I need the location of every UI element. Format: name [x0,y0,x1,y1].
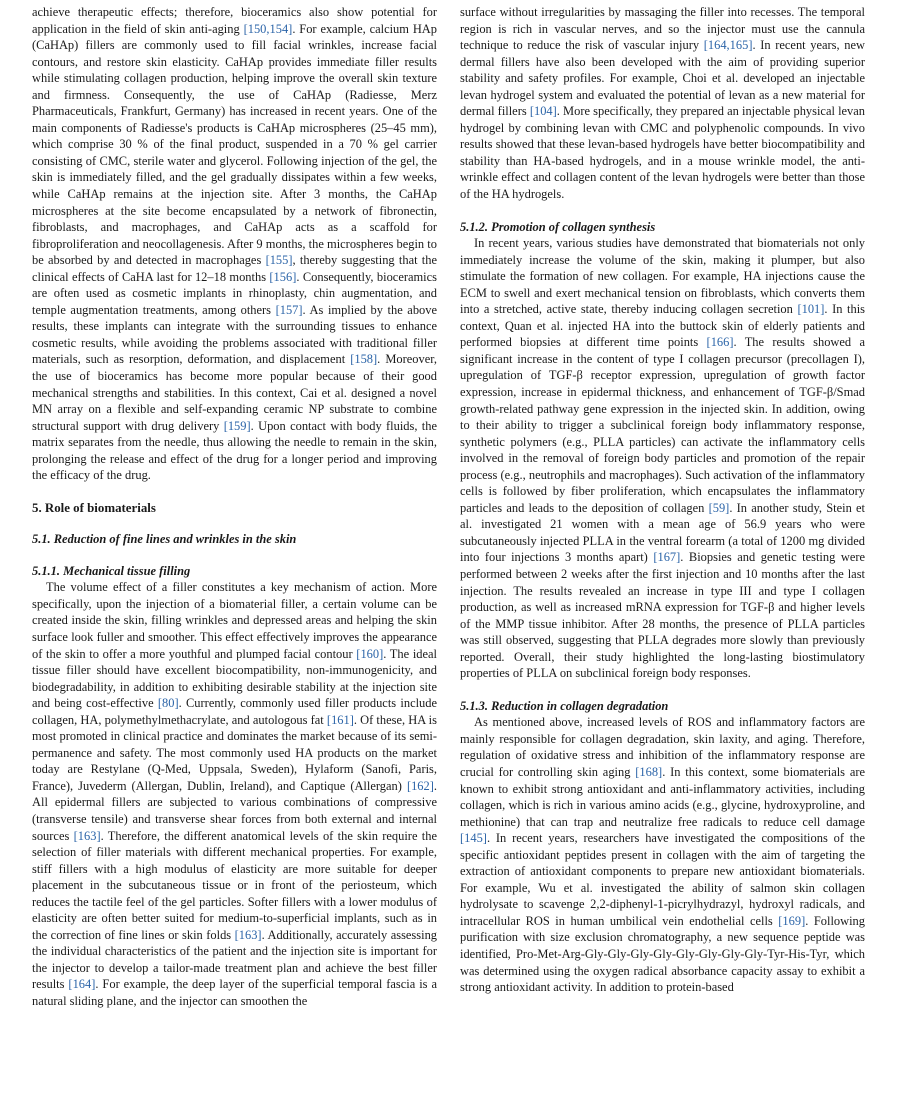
body-paragraph: achieve therapeutic effects; therefore, bioceramics also show potential for application in the field of skin anti-aging [150,154]. For example, calcium HAp (CaHAp) fillers are commonly used to fill facial wrinkles, increase facial contours, and restore skin elasticity. CaHAp provides immediate filler results while stimulating collagen production, helping improve the overall skin texture and firmness. Consequently, the use of CaHAp (Radiesse, Merz Pharmaceuticals, Frankfurt, Germany) has increased in recent years. One of the main components of Radiesse's products is CaHAp microspheres (25–45 mm), which comprise 30 % of the final product, suspended in a 70 % gel carrier consisting of CMC, sterile water and glycerol. Following injection of the gel, the skin is immediately filled, and the gel gradually dissipates within a few weeks, while CaHAp remains at the injection site. After 3 months, the CaHAp microspheres at the site become encapsulated by a network of fibronectin, fibroblasts, and macrophages, and CaHAp acts as a scaffold for fibroproliferation and neocollagenesis. After 9 months, the microspheres begin to be absorbed by and detected in macrophages [155], thereby suggesting that the clinical effects of CaHA last for 12–18 months [156]. Consequently, bioceramics are often used as cosmetic implants in rhinoplasty, chin augmentation, and temple augmentation treatments, among others [157]. As implied by the above results, these implants can integrate with the surrounding tissues to enhance cosmetic results, while avoiding the problems associated with traditional filler materials, such as resorption, deformation, and displacement [158]. Moreover, the use of bioceramics has become more popular because of their good mechanical strengths and stabilities. In this context, Cai et al. designed a novel MN array on a flexible and self-expanding ceramic NP substrate to combine structural support with drug delivery [159]. Upon contact with body fluids, the matrix separates from the needle, thus allowing the needle to remain in the skin, prolonging the release and effect of the drug for a longer period and improving the efficacy of the drug. [32,5,438,483]
subsubsection-heading: 5.1.2. Promotion of collagen synthesis [460,219,656,234]
subsection-heading: 5.1. Reduction of fine lines and wrinkles in the skin [32,532,297,547]
subsubsection-heading: 5.1.3. Reduction in collagen degradation [460,698,669,713]
body-paragraph: As mentioned above, increased levels of ROS and inflammatory factors are mainly responsible for collagen degradation, skin laxity, and aging. Therefore, regulation of oxidative stress and inhibition of the inflammatory response are crucial for controlling skin aging [168]. In this context, some biomaterials are known to exhibit strong antioxidant and anti-inflammatory activities, including collagen, which is rich in various amino acids (e.g., glycine, hydroxyproline, and methionine) that can trap and neutralize free radicals to reduce cell damage [145]. In recent years, researchers have investigated the compositions of the specific antioxidant peptides present in collagen with the aim of targeting the extraction of antioxidant components to prepare new antioxidant biomaterials. For example, Wu et al. investigated the ability of salmon skin collagen hydrolysate to scavenge 2,2-diphenyl-1-picrylhydrazyl, hydroxyl radicals, and intracellular ROS in human umbilical vein endothelial cells [169]. Following purification with size exclusion chromatography, a new sequence peptide was identified, Pro-Met-Arg-Gly-Gly-Gly-Gly-Gly-Gly-Gly-Gly-Tyr-His-Tyr, which was determined using the oxygen radical absorbance capacity assay to exhibit a strong antioxidant activity. In addition to protein-based [460,715,865,995]
citation-link[interactable]: [166] [706,335,734,350]
body-paragraph: surface without irregularities by massaging the filler into recesses. The temporal region is rich in vascular nerves, and so the injector must use the cannula technique to reduce the risk of vascular injury [164,165]. In recent years, new dermal fillers have also been developed with the aim of providing superior stability and safety profiles. For example, Choi et al. developed an injectable levan hydrogel system and evaluated the potential of levan as a new material for dermal fillers [104]. More specifically, they prepared an injectable physical levan hydrogel by combining levan with CMC and polyphenolic compounds. In vivo results showed that these levan-based hydrogels have better biocompatibility and stability than HA-based hydrogels, and in a mouse wrinkle model, the anti-wrinkle effect and collagen content of the levan hydrogels were better than those of the HA hydrogels. [460,5,865,202]
citation-link[interactable]: [80] [157,696,179,711]
citation-link[interactable]: [157] [275,302,303,317]
citation-link[interactable]: [156] [269,269,297,284]
citation-link[interactable]: [104] [529,104,557,119]
citation-link[interactable]: [164] [68,977,96,992]
body-paragraph: In recent years, various studies have demonstrated that biomaterials not only immediately increase the volume of the skin, making it plumper, but also stimulate the formation of new collagen. For example, HA injections cause the ECM to swell and exert mechanical tension on fibroblasts, which converts them into a stretched, active state, thereby inducing collagen secretion [101]. In this context, Quan et al. injected HA into the buttock skin of elderly patients and performed biopsies at different time points [166]. The results showed a significant increase in the content of type I collagen precursor (precollagen I), upregulation of TGF-β receptor expression, upregulation of growth factor expression, increase in epidermal thickness, and enhancement of TGF-β/Smad growth-related pathway gene expression in the injected skin. In addition, owing to their ability to trigger a subclinical foreign body inflammatory response, synthetic polymers (e.g., PLLA particles) can activate the inflammatory cells involved in the removal of foreign body particles and promotion of the repair process (e.g., neutrophils and macrophages). Such activation of the inflammatory cells is followed by fiber proliferation, which encapsulates the inflammatory particles and leads to the deposition of collagen [59]. In another study, Stein et al. investigated 21 women with a mean age of 56.9 years who were subcutaneously injected PLLA in the ventral forearm (a total of 1200 mg divided into four injections 3 months apart) [167]. Biopsies and genetic testing were performed between 2 weeks after the first injection and 10 months after the last injection. The results revealed an increase in type III and type I collagen production, as well as increased mRNA expression for TGF-β and higher levels of the MMP tissue inhibitor. After 28 months, the presence of PLLA particles was still observed, suggesting that PLLA degrades more slowly than previously reported. Overall, their study highlighted the long-lasting biostimulatory properties of PLLA on subclinical foreign body responses. [460,236,865,681]
citation-link[interactable]: [169] [778,913,806,928]
citation-link[interactable]: [145] [460,831,487,846]
body-paragraph: The volume effect of a filler constitutes a key mechanism of action. More specifically, upon the injection of a biomaterial filler, a certain volume can be created inside the skin, filling wrinkles and depressed areas and helping the skin surface look fuller and smoother. This effect effectively improves the appearance of the skin to offer a more youthful and plumped facial contour [160]. The ideal tissue filler should have excellent biocompatibility, non-immunogenicity, and biodegradability, in addition to exhibiting desirable stability at the injection site and being cost-effective [80]. Currently, commonly used filler products include collagen, HA, polymethylmethacrylate, and autologous fat [161]. Of these, HA is most promoted in clinical practice and dominates the market because of its semi-permanence and safety. The most commonly used HA products on the market today are Restylane (Q-Med, Uppsala, Sweden), Hylaform (Sanofi, Paris, France), Juvederm (Allergan, Dublin, Ireland), and Captique (Allergan) [162]. All epidermal fillers are subjected to various combinations of compressive (transverse tensile) and transverse shear forces from both external and internal sources [163]. Therefore, the different anatomical levels of the skin require the selection of filler materials with different mechanical properties. For example, stiff fillers with a high modulus of elasticity are more suitable for deeper placement in the subcutaneous tissue or in front of the periosteum, which reduces the tactile feel of the gel particles. Softer fillers with a lower modulus of elasticity are often better suited for medium-to-superficial implants, such as in the correction of fine lines or skin folds [163]. Additionally, accurately assessing the individual characteristics of the patient and the injection site is important for the injector to develop a tailor-made treatment plan and achieve the best filler results [164]. For example, the deep layer of the superficial temporal fascia is a natural sliding plane, and the injector can smoothen the [32,580,438,1009]
left-column [32,4,437,1010]
citation-link[interactable]: [155] [265,253,293,268]
citation-link[interactable]: [163] [234,927,262,942]
citation-link[interactable]: [160] [356,646,384,661]
citation-link[interactable]: [101] [797,302,825,317]
citation-link[interactable]: [167] [653,550,681,565]
citation-link[interactable]: [159] [223,418,251,433]
citation-link[interactable]: [162] [406,778,434,793]
right-column [460,4,865,996]
citation-link[interactable]: [150,154] [243,21,293,36]
citation-link[interactable]: [59] [708,500,730,515]
citation-link[interactable]: [168] [635,764,663,779]
citation-link[interactable]: [163] [73,828,101,843]
citation-link[interactable]: [161] [326,712,354,727]
section-heading: 5. Role of biomaterials [32,500,156,515]
citation-link[interactable]: [164,165] [703,38,753,53]
citation-link[interactable]: [158] [350,352,378,367]
subsubsection-heading: 5.1.1. Mechanical tissue filling [32,563,191,578]
